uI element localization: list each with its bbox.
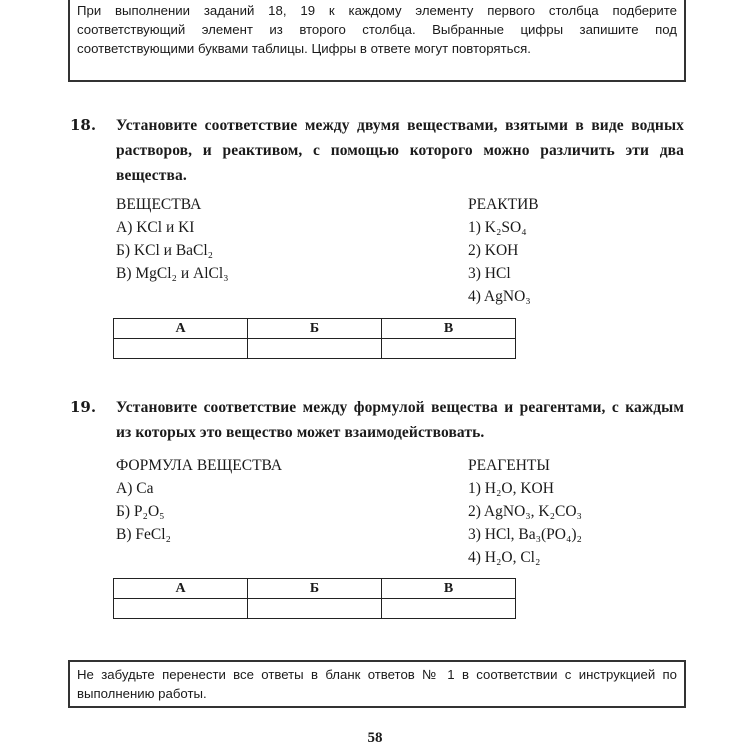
list-item: А) KCl и KI	[116, 219, 195, 236]
column-header: ВЕЩЕСТВА	[116, 196, 202, 213]
answer-cell-b[interactable]	[248, 339, 382, 359]
reagents-column	[468, 454, 582, 569]
answer-cell-v[interactable]	[382, 599, 516, 619]
list-item: 3) HCl, Ba₃(PO₄)₂	[468, 526, 582, 543]
column-header: РЕАГЕНТЫ	[468, 457, 550, 474]
page-number: 58	[367, 730, 383, 746]
column-header: РЕАКТИВ	[468, 196, 539, 213]
table-header-v: В	[382, 319, 516, 339]
list-item: 1) K₂SO₄	[468, 219, 527, 236]
answer-cell-b[interactable]	[248, 599, 382, 619]
answer-cell-a[interactable]	[114, 599, 248, 619]
list-item: Б) P₂O₅	[116, 503, 165, 520]
instructions-box	[68, 0, 686, 82]
list-item: В) FeCl₂	[116, 526, 171, 543]
list-item: 2) AgNO₃, K₂CO₃	[468, 503, 582, 520]
table-header-v: В	[382, 579, 516, 599]
answer-cell-v[interactable]	[382, 339, 516, 359]
table-header-b: Б	[248, 579, 382, 599]
answer-table-19	[113, 578, 516, 619]
list-item: 2) KOH	[468, 242, 519, 259]
question-text: Установите соответствие между двумя веществами, взятыми в виде водных растворов, и реактивом, с помощью которого можно различить эти два вещества.	[116, 117, 684, 184]
reminder-text: Не забудьте перенести все ответы в бланк ответов № 1 в соответствии с инструкцией по выполнению работы.	[77, 667, 677, 701]
reagent-column	[468, 193, 539, 308]
column-header: ФОРМУЛА ВЕЩЕСТВА	[116, 457, 283, 474]
table-header-a: А	[114, 319, 248, 339]
list-item: В) MgCl₂ и AlCl₃	[116, 265, 229, 282]
substances-column	[116, 193, 229, 285]
reminder-box	[68, 660, 686, 708]
list-item: А) Ca	[116, 480, 154, 497]
question-text: Установите соответствие между формулой вещества и реагентами, с каждым из которых это вещество может взаимодействовать.	[116, 399, 684, 441]
list-item: 3) HCl	[468, 265, 511, 282]
answer-table-18	[113, 318, 516, 359]
list-item: 4) AgNO₃	[468, 288, 531, 305]
list-item: 4) H₂O, Cl₂	[468, 549, 541, 566]
question-number: 18.	[70, 116, 97, 134]
table-header-a: А	[114, 579, 248, 599]
question-number: 19.	[70, 398, 97, 416]
list-item: 1) H₂O, KOH	[468, 480, 554, 497]
list-item: Б) KCl и BaCl₂	[116, 242, 214, 259]
table-header-b: Б	[248, 319, 382, 339]
instructions-text: При выполнении заданий 18, 19 к каждому элементу первого столбца подберите соответствующий элемент из второго столбца. Выбранные цифры запишите под соответствующими буквами таблицы. Цифры в ответе могут повторяться.	[77, 3, 677, 56]
formula-column	[116, 454, 282, 546]
answer-cell-a[interactable]	[114, 339, 248, 359]
